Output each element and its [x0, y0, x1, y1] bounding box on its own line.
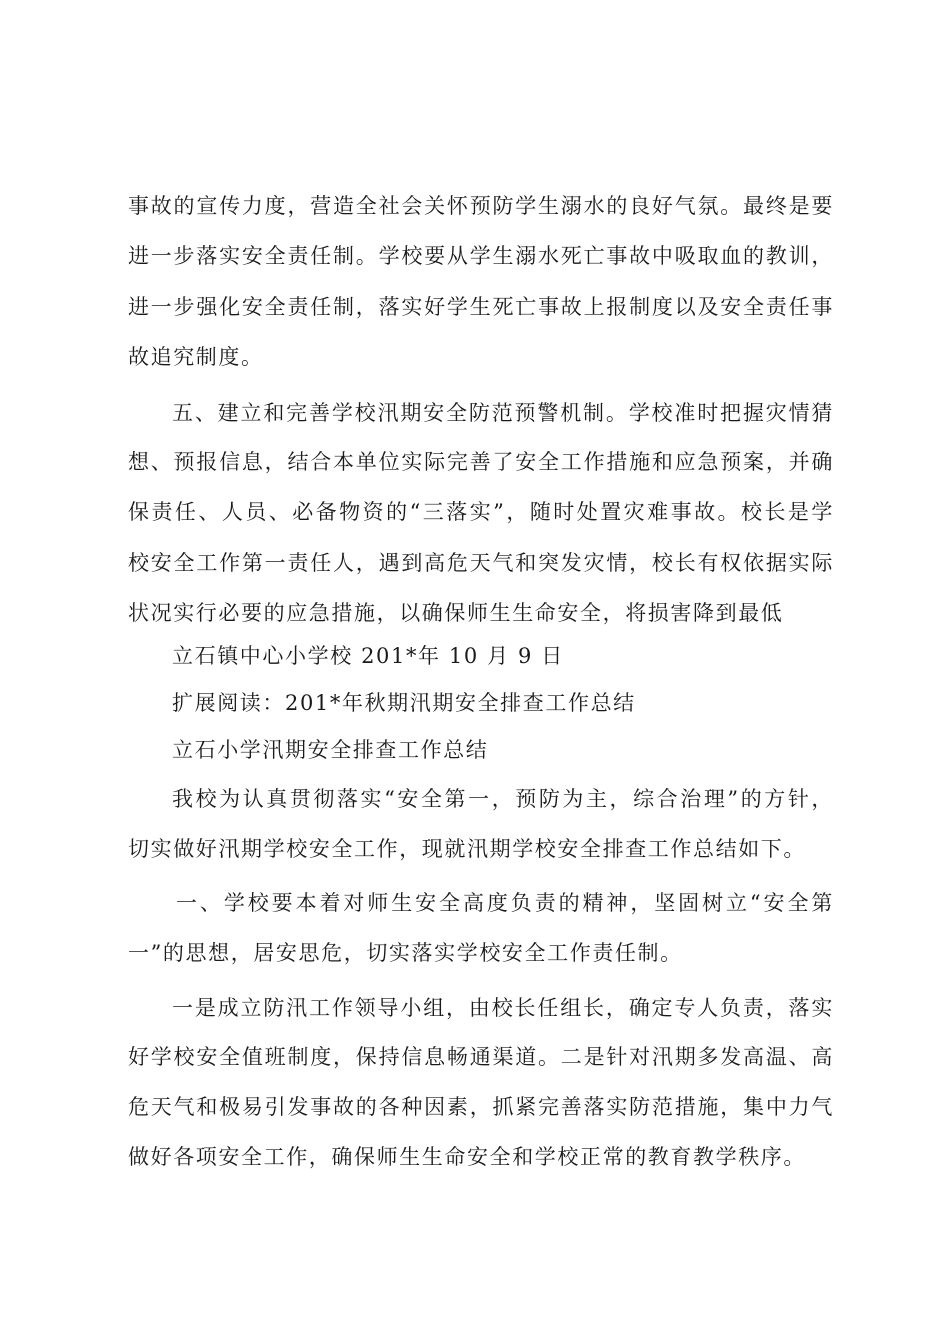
text-line: 一”的思想，居安思危，切实落实学校安全工作责任制。 [128, 941, 683, 965]
text-line: 校安全工作第一责任人，遇到高危天气和突发灾情，校长有权依据实际 [128, 551, 834, 575]
text-line: 故追究制度。 [128, 345, 264, 369]
text-line: 进一步落实安全责任制。学校要从学生溺水死亡事故中吸取血的教训， [128, 244, 834, 268]
text-line: 保责任、人员、必备物资的“三落实”，随时处置灾难事故。校长是学 [128, 500, 834, 524]
text-line: 我校为认真贯彻落实“安全第一，预防为主，综合治理”的方针， [172, 787, 834, 811]
text-line: 一、学校要本着对师生安全高度负责的精神，坚固树立“安全第 [176, 891, 834, 915]
text-line: 立石镇中心小学校 201*年 10 月 9 日 [172, 644, 564, 668]
text-line: 危天气和极易引发事故的各种因素，抓紧完善落实防范措施，集中力气 [128, 1095, 834, 1119]
text-line: 扩展阅读：201*年秋期汛期安全排查工作总结 [172, 691, 636, 715]
text-line: 事故的宣传力度，营造全社会关怀预防学生溺水的良好气氛。最终是要 [128, 194, 834, 218]
text-line: 一是成立防汛工作领导小组，由校长任组长，确定专人负责，落实 [172, 996, 834, 1020]
text-line: 进一步强化安全责任制，落实好学生死亡事故上报制度以及安全责任事 [128, 295, 834, 319]
text-line: 好学校安全值班制度，保持信息畅通渠道。二是针对汛期多发高温、高 [128, 1045, 834, 1069]
text-line: 立石小学汛期安全排查工作总结 [172, 738, 489, 762]
text-line: 切实做好汛期学校安全工作，现就汛期学校安全排查工作总结如下。 [128, 837, 806, 861]
text-line: 五、建立和完善学校汛期安全防范预警机制。学校准时把握灾情猜 [172, 401, 834, 425]
text-line: 想、预报信息，结合本单位实际完善了安全工作措施和应急预案，并确 [128, 450, 834, 474]
text-line: 做好各项安全工作，确保师生生命安全和学校正常的教育教学秩序。 [128, 1145, 806, 1169]
text-line: 状况实行必要的应急措施，以确保师生生命安全，将损害降到最低 [128, 601, 784, 625]
